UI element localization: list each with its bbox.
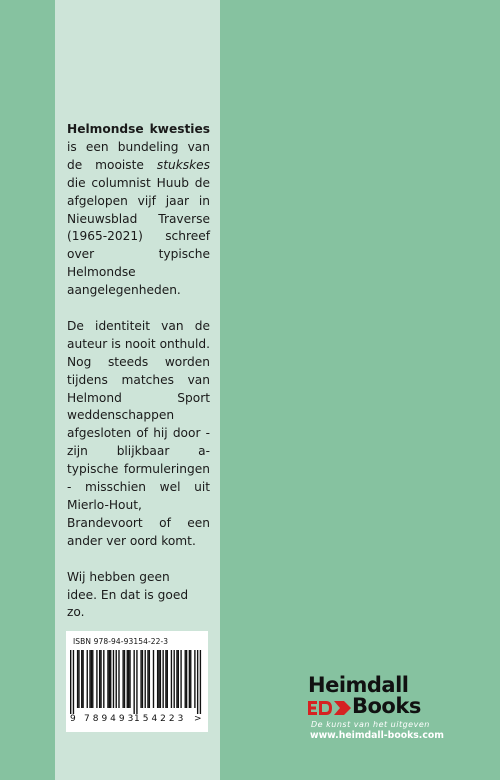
barcode-bar <box>89 650 90 708</box>
edo-arrow-icon <box>308 699 352 717</box>
barcode-bar <box>129 650 130 708</box>
barcode-bar <box>118 650 119 708</box>
barcode-bar <box>99 650 100 708</box>
barcode-bar <box>149 650 150 708</box>
barcode-bar <box>92 650 93 708</box>
barcode-bar <box>70 650 71 714</box>
barcode-bar <box>82 650 83 708</box>
blurb-p1-a: is een bundeling van de mooiste <box>67 139 210 172</box>
blurb-paragraph-2: De identiteit van de auteur is nooit onthuld. Nog steeds worden tijdens matches van Helmond Sport weddenschappen afgesloten of hij door - zijn blijkbaar a-typische formuleringen - misschien wel uit Mierlo-Hout, Brandevoort of een ander ver oord komt. <box>67 318 210 548</box>
publisher-url: www.heimdall-books.com <box>310 730 444 741</box>
barcode-bar <box>165 650 166 708</box>
barcode-bar <box>107 650 108 708</box>
barcode-bar <box>200 650 201 714</box>
barcode-bar <box>197 650 198 714</box>
barcode-bar <box>147 650 148 708</box>
barcode-bar <box>110 650 111 708</box>
barcode-bar <box>194 650 195 708</box>
barcode-bar <box>157 650 158 708</box>
barcode-bar <box>160 650 161 708</box>
blurb-p1-b: die columnist Huub de afgelopen vijf jaar in Nieuwsblad Traverse (1965-2021) schreef over typische Helmondse aangelegenheden. <box>67 175 210 298</box>
book-title: Helmondse kwesties <box>67 122 210 136</box>
barcode-bar <box>109 650 110 708</box>
isbn-barcode <box>66 631 208 732</box>
barcode-bar <box>153 650 154 708</box>
barcode-bar <box>103 650 104 708</box>
barcode-bar <box>180 650 181 708</box>
blurb-p1-em: stukskes <box>156 157 211 172</box>
barcode-bar <box>81 650 82 708</box>
barcode-bar <box>127 650 128 708</box>
barcode-bar <box>113 650 114 708</box>
barcode-bar <box>87 650 88 708</box>
publisher-tagline: De kunst van het uitgeven <box>311 720 430 729</box>
barcode-bar <box>158 650 159 708</box>
barcode-bar <box>174 650 175 708</box>
barcode-bar <box>128 650 129 708</box>
blurb-text <box>67 121 210 640</box>
publisher-name: Heimdall <box>308 673 409 697</box>
barcode-bar <box>100 650 101 708</box>
barcode-bar <box>91 650 92 708</box>
barcode-bar <box>145 650 146 708</box>
isbn-label: ISBN 978-94-93154-22-3 <box>73 637 169 646</box>
barcode-bar <box>185 650 186 708</box>
barcode-bar <box>140 650 141 708</box>
barcode-bar <box>186 650 187 708</box>
barcode-bar <box>176 650 177 708</box>
barcode-bar <box>190 650 191 708</box>
blurb-paragraph-3: Wij hebben geen idee. En dat is goed zo. <box>67 569 189 620</box>
barcode-arrow: > <box>194 714 202 724</box>
barcode-bars <box>70 650 204 714</box>
barcode-bar <box>124 650 125 708</box>
barcode-bar <box>167 650 168 708</box>
barcode-bar <box>116 650 117 708</box>
barcode-bar <box>96 650 97 708</box>
barcode-bar <box>78 650 79 708</box>
barcode-bar <box>77 650 78 708</box>
barcode-bar <box>73 650 74 714</box>
barcode-digits-left: 789493 <box>84 714 137 724</box>
barcode-bar <box>189 650 190 708</box>
barcode-digits-right: 154223 <box>134 714 187 724</box>
barcode-bar <box>136 650 137 714</box>
barcode-digit-first: 9 <box>70 714 76 724</box>
barcode-bar <box>133 650 134 714</box>
barcode-bar <box>162 650 163 708</box>
barcode-bar <box>122 650 123 708</box>
barcode-bar <box>142 650 143 708</box>
barcode-bar <box>171 650 172 708</box>
barcode-bar <box>178 650 179 708</box>
publisher-books: Books <box>352 694 421 718</box>
blurb-paragraph-1 <box>67 121 210 300</box>
